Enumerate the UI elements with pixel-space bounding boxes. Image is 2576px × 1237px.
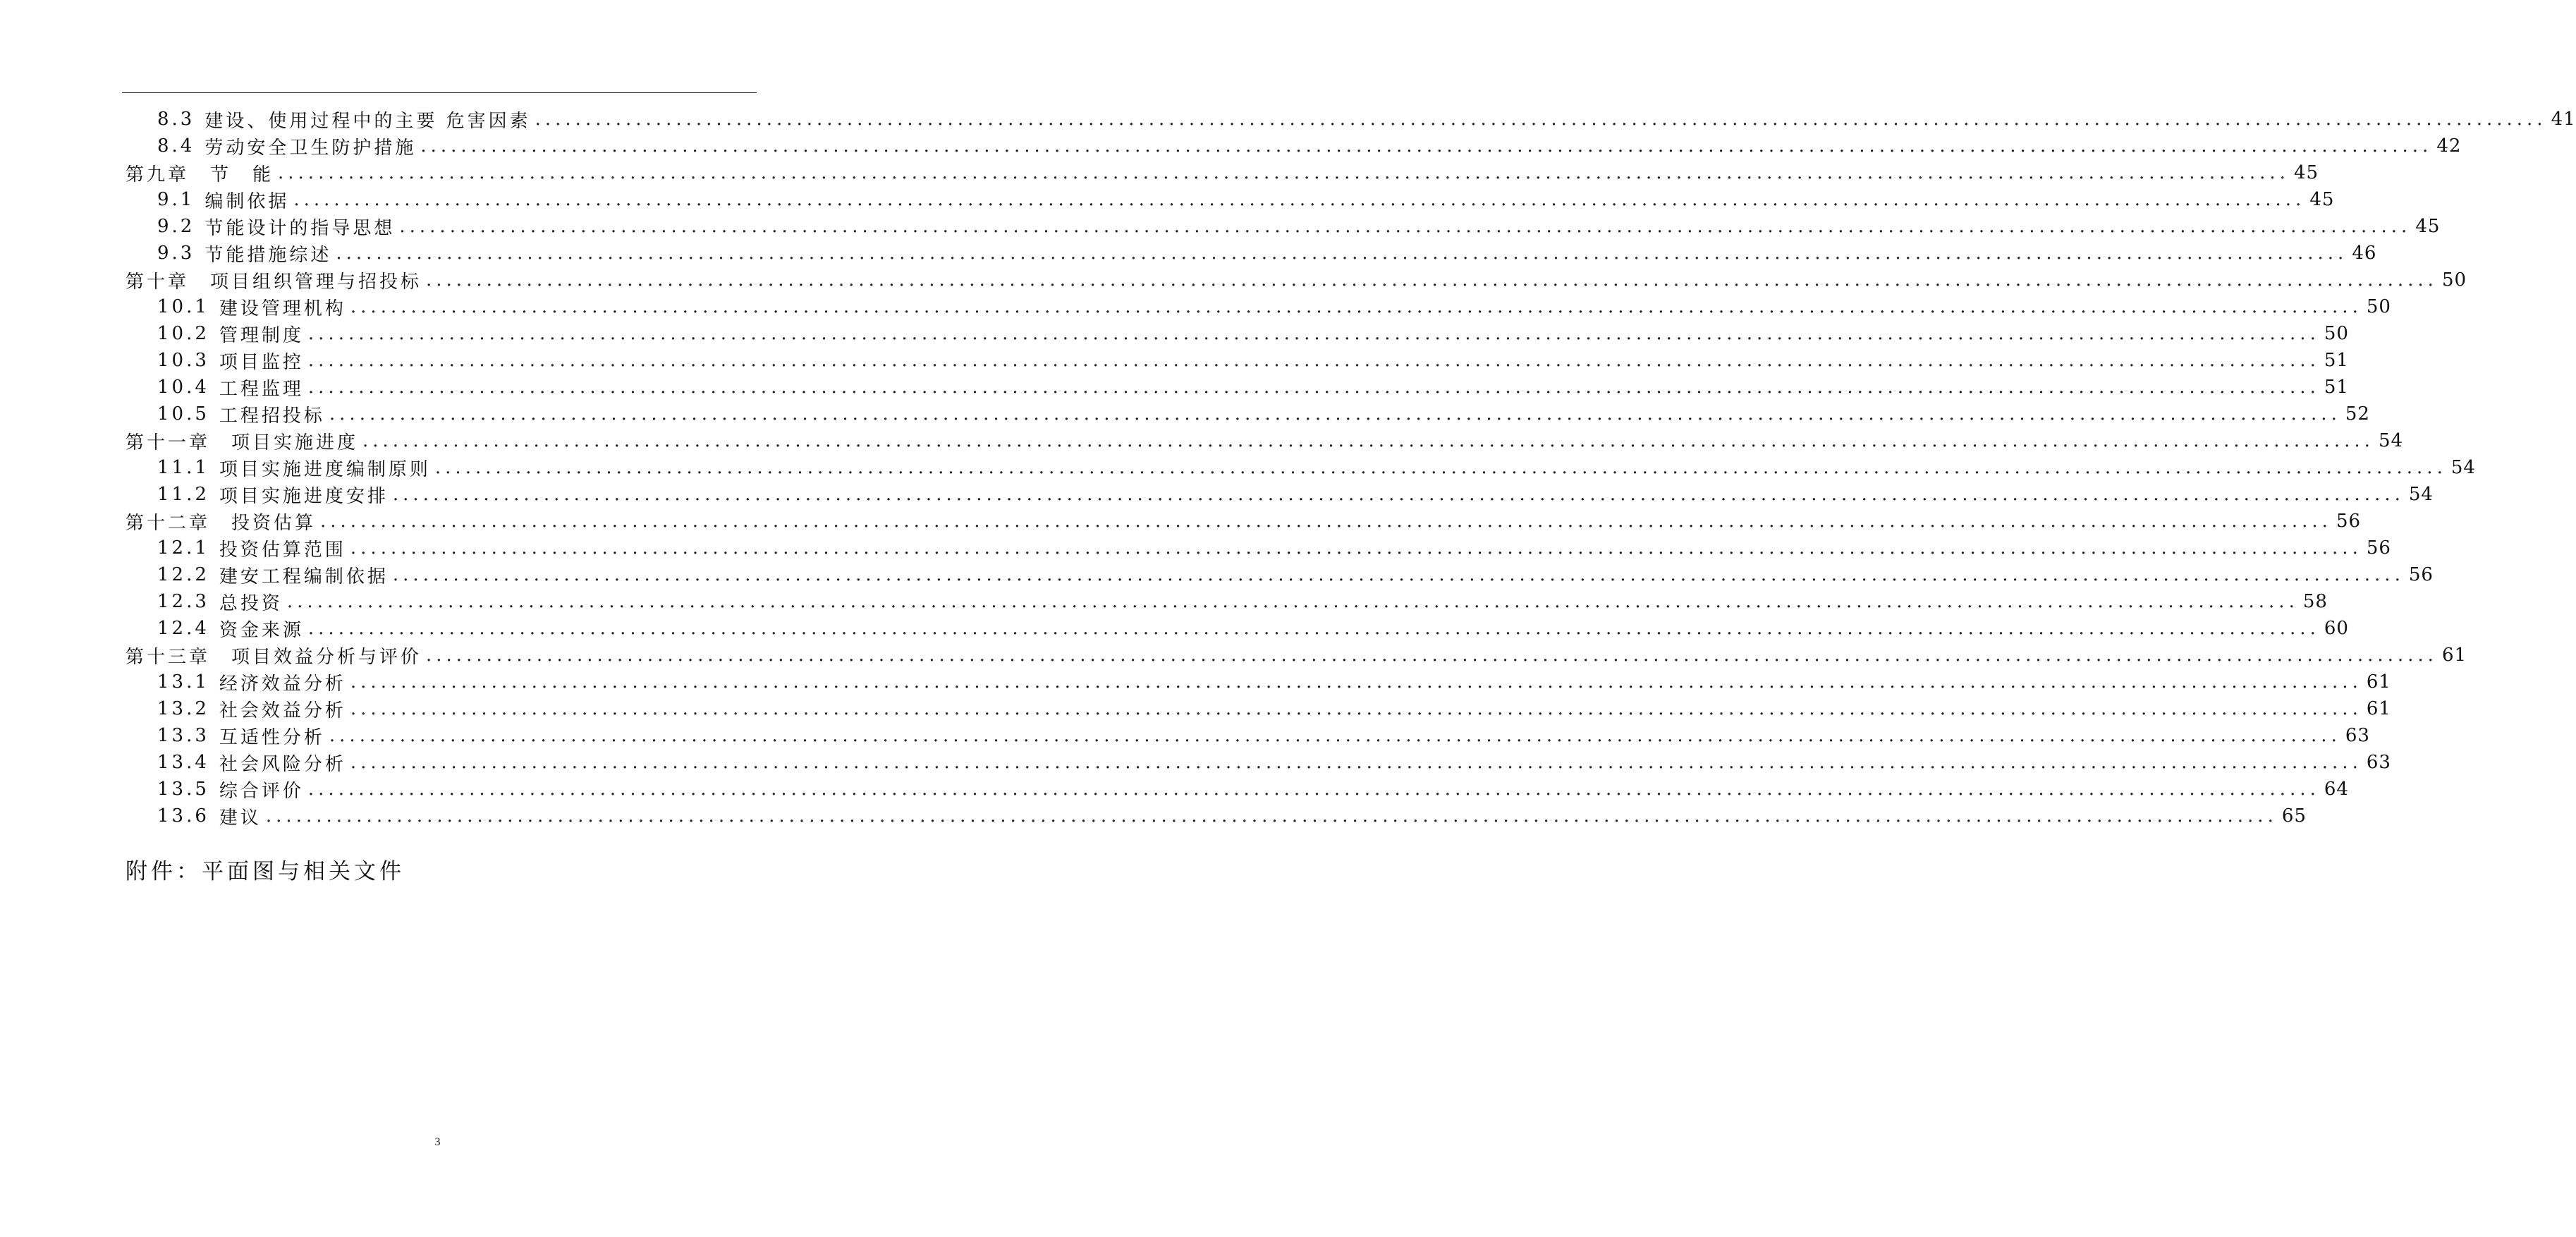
toc-entry-number: 11.1	[157, 457, 209, 478]
toc-dot-leader: ........................................................................................................................................................................................................	[426, 269, 2438, 291]
toc-entry-title: 第十一章 项目实施进度	[126, 432, 359, 453]
toc-entry-page: 45	[2415, 216, 2441, 237]
toc-entry-number: 10.5	[157, 403, 209, 425]
toc-entry-page: 61	[2441, 645, 2467, 666]
toc-entry-page: 50	[2441, 269, 2467, 291]
toc-entry-title: 建设、使用过程中的主要 危害因素	[205, 110, 531, 132]
toc-entry-number: 9.1	[157, 189, 195, 210]
toc-dot-leader: ........................................................................................................................................................................................................	[320, 511, 2332, 532]
toc-dot-leader: ........................................................................................................................................................................................................	[350, 671, 2362, 693]
toc-entry-number: 12.3	[157, 591, 209, 612]
toc-entry-number: 13.2	[157, 698, 209, 719]
toc-entry-page: 50	[2366, 296, 2391, 317]
toc-dot-leader: ........................................................................................................................................................................................................	[399, 216, 2412, 237]
toc-section-entry[interactable]	[126, 695, 2391, 722]
toc-entry-title: 节能措施综述	[205, 244, 332, 266]
toc-section-entry[interactable]	[126, 133, 2462, 159]
toc-entry-page: 63	[2345, 725, 2370, 746]
header-rule	[122, 92, 757, 93]
toc-dot-leader: ........................................................................................................................................................................................................	[265, 805, 2278, 827]
toc-entry-number: 9.2	[157, 216, 195, 237]
toc-entry-page: 56	[2336, 511, 2362, 532]
toc-section-entry[interactable]	[126, 454, 2476, 481]
toc-entry-title: 互适性分析	[219, 726, 325, 748]
toc-dot-leader: ........................................................................................................................................................................................................	[392, 564, 2405, 585]
toc-chapter-entry[interactable]	[126, 267, 2467, 293]
toc-entry-title: 项目实施进度编制原则	[219, 458, 431, 480]
toc-section-entry[interactable]	[126, 106, 2576, 133]
toc-entry-page: 51	[2324, 377, 2349, 398]
toc-entry-page: 52	[2345, 403, 2370, 425]
toc-entry-title: 劳动安全卫生防护措施	[205, 137, 417, 159]
toc-dot-leader: ........................................................................................................................................................................................................	[392, 484, 2405, 505]
toc-entry-page: 42	[2436, 135, 2462, 157]
toc-chapter-entry[interactable]	[126, 427, 2404, 454]
toc-section-entry[interactable]	[126, 374, 2349, 401]
toc-entry-title: 建设管理机构	[219, 298, 346, 319]
toc-entry-title: 工程监理	[219, 378, 304, 400]
toc-dot-leader: ........................................................................................................................................................................................................	[278, 162, 2290, 183]
toc-entry-number: 13.4	[157, 752, 209, 773]
toc-entry-title: 第九章 节 能	[126, 164, 274, 185]
toc-section-entry[interactable]	[126, 722, 2370, 749]
toc-dot-leader: ........................................................................................................................................................................................................	[434, 457, 2447, 478]
toc-entry-number: 13.3	[157, 725, 209, 746]
toc-entry-title: 第十章 项目组织管理与招投标	[126, 271, 422, 293]
toc-section-entry[interactable]	[126, 347, 2349, 374]
toc-entry-title: 管理制度	[219, 324, 304, 346]
appendix-line: 附件：平面图与相关文件	[126, 859, 405, 884]
toc-section-entry[interactable]	[126, 669, 2391, 695]
toc-dot-leader: ........................................................................................................................................................................................................	[336, 243, 2348, 264]
toc-entry-page: 41	[2551, 109, 2576, 130]
toc-entry-number: 10.4	[157, 377, 209, 398]
toc-dot-leader: ........................................................................................................................................................................................................	[350, 752, 2362, 773]
toc-entry-page: 56	[2408, 564, 2434, 585]
toc-entry-title: 总投资	[219, 592, 283, 614]
toc-entry-title: 第十三章 项目效益分析与评价	[126, 646, 422, 668]
toc-entry-title: 第十二章 投资估算	[126, 512, 317, 534]
toc-entry-page: 45	[2293, 162, 2319, 183]
toc-dot-leader: ........................................................................................................................................................................................................	[329, 403, 2341, 425]
toc-section-entry[interactable]	[126, 401, 2370, 427]
toc-entry-number: 13.5	[157, 779, 209, 800]
toc-entry-title: 建议	[219, 807, 262, 829]
toc-dot-leader: ........................................................................................................................................................................................................	[426, 645, 2438, 666]
toc-section-entry[interactable]	[126, 320, 2349, 347]
toc-section-entry[interactable]	[126, 803, 2307, 829]
toc-entry-page: 54	[2408, 484, 2434, 505]
toc-entry-number: 8.3	[157, 109, 195, 130]
toc-entry-number: 10.2	[157, 323, 209, 344]
toc-entry-title: 社会风险分析	[219, 753, 346, 775]
toc-entry-title: 节能设计的指导思想	[205, 217, 396, 239]
toc-section-entry[interactable]	[126, 588, 2328, 615]
toc-section-entry[interactable]	[126, 186, 2335, 213]
toc-dot-leader: ........................................................................................................................................................................................................	[350, 698, 2362, 719]
toc-dot-leader: ........................................................................................................................................................................................................	[286, 591, 2299, 612]
toc-entry-number: 9.3	[157, 243, 195, 264]
toc-entry-title: 经济效益分析	[219, 673, 346, 695]
toc-entry-page: 54	[2378, 430, 2404, 451]
toc-entry-page: 45	[2309, 189, 2335, 210]
toc-entry-page: 50	[2324, 323, 2349, 344]
toc-chapter-entry[interactable]	[126, 642, 2467, 669]
toc-entry-number: 10.3	[157, 350, 209, 371]
toc-entry-title: 投资估算范围	[219, 539, 346, 561]
toc-entry-title: 编制依据	[205, 190, 290, 212]
toc-section-entry[interactable]	[126, 776, 2349, 803]
toc-section-entry[interactable]	[126, 561, 2434, 588]
toc-entry-number: 13.6	[157, 805, 209, 827]
toc-section-entry[interactable]	[126, 293, 2391, 320]
toc-entry-page: 60	[2324, 618, 2349, 639]
toc-chapter-entry[interactable]	[126, 159, 2319, 186]
toc-section-entry[interactable]	[126, 749, 2391, 776]
toc-dot-leader: ........................................................................................................................................................................................................	[307, 377, 2320, 398]
toc-section-entry[interactable]	[126, 615, 2349, 642]
toc-entry-title: 项目实施进度安排	[219, 485, 389, 507]
toc-entry-title: 建安工程编制依据	[219, 566, 389, 587]
toc-entry-page: 54	[2450, 457, 2476, 478]
toc-dot-leader: ........................................................................................................................................................................................................	[293, 189, 2306, 210]
toc-entry-page: 51	[2324, 350, 2349, 371]
toc-dot-leader: ........................................................................................................................................................................................................	[307, 350, 2320, 371]
page-number: 3	[434, 1136, 441, 1148]
toc-section-entry[interactable]	[126, 481, 2434, 508]
toc-entry-page: 56	[2366, 537, 2391, 559]
toc-entry-number: 12.1	[157, 537, 209, 559]
toc-dot-leader: ........................................................................................................................................................................................................	[535, 109, 2547, 130]
toc-entry-number: 12.4	[157, 618, 209, 639]
toc-entry-page: 61	[2366, 671, 2391, 693]
toc-chapter-entry[interactable]	[126, 508, 2362, 535]
toc-entry-page: 65	[2281, 805, 2307, 827]
toc-dot-leader: ........................................................................................................................................................................................................	[307, 323, 2320, 344]
toc-entry-number: 13.1	[157, 671, 209, 693]
toc-entry-number: 10.1	[157, 296, 209, 317]
toc-dot-leader: ........................................................................................................................................................................................................	[329, 725, 2341, 746]
toc-entry-title: 工程招投标	[219, 405, 325, 427]
toc-dot-leader: ........................................................................................................................................................................................................	[362, 430, 2374, 451]
toc-entry-number: 8.4	[157, 135, 195, 157]
toc-entry-number: 11.2	[157, 484, 209, 505]
table-of-contents	[126, 106, 2576, 829]
toc-section-entry[interactable]	[126, 535, 2391, 561]
toc-dot-leader: ........................................................................................................................................................................................................	[307, 779, 2320, 800]
toc-dot-leader: ........................................................................................................................................................................................................	[350, 296, 2362, 317]
toc-entry-page: 46	[2352, 243, 2377, 264]
toc-entry-page: 63	[2366, 752, 2391, 773]
toc-section-entry[interactable]	[126, 240, 2377, 267]
toc-dot-leader: ........................................................................................................................................................................................................	[350, 537, 2362, 559]
toc-entry-number: 12.2	[157, 564, 209, 585]
toc-dot-leader: ........................................................................................................................................................................................................	[420, 135, 2433, 157]
toc-entry-title: 项目监控	[219, 351, 304, 373]
toc-dot-leader: ........................................................................................................................................................................................................	[307, 618, 2320, 639]
toc-entry-title: 资金来源	[219, 619, 304, 641]
toc-entry-page: 64	[2324, 779, 2349, 800]
toc-entry-page: 61	[2366, 698, 2391, 719]
toc-entry-title: 综合评价	[219, 780, 304, 802]
toc-entry-page: 58	[2302, 591, 2328, 612]
toc-section-entry[interactable]	[126, 213, 2441, 240]
toc-entry-title: 社会效益分析	[219, 700, 346, 721]
